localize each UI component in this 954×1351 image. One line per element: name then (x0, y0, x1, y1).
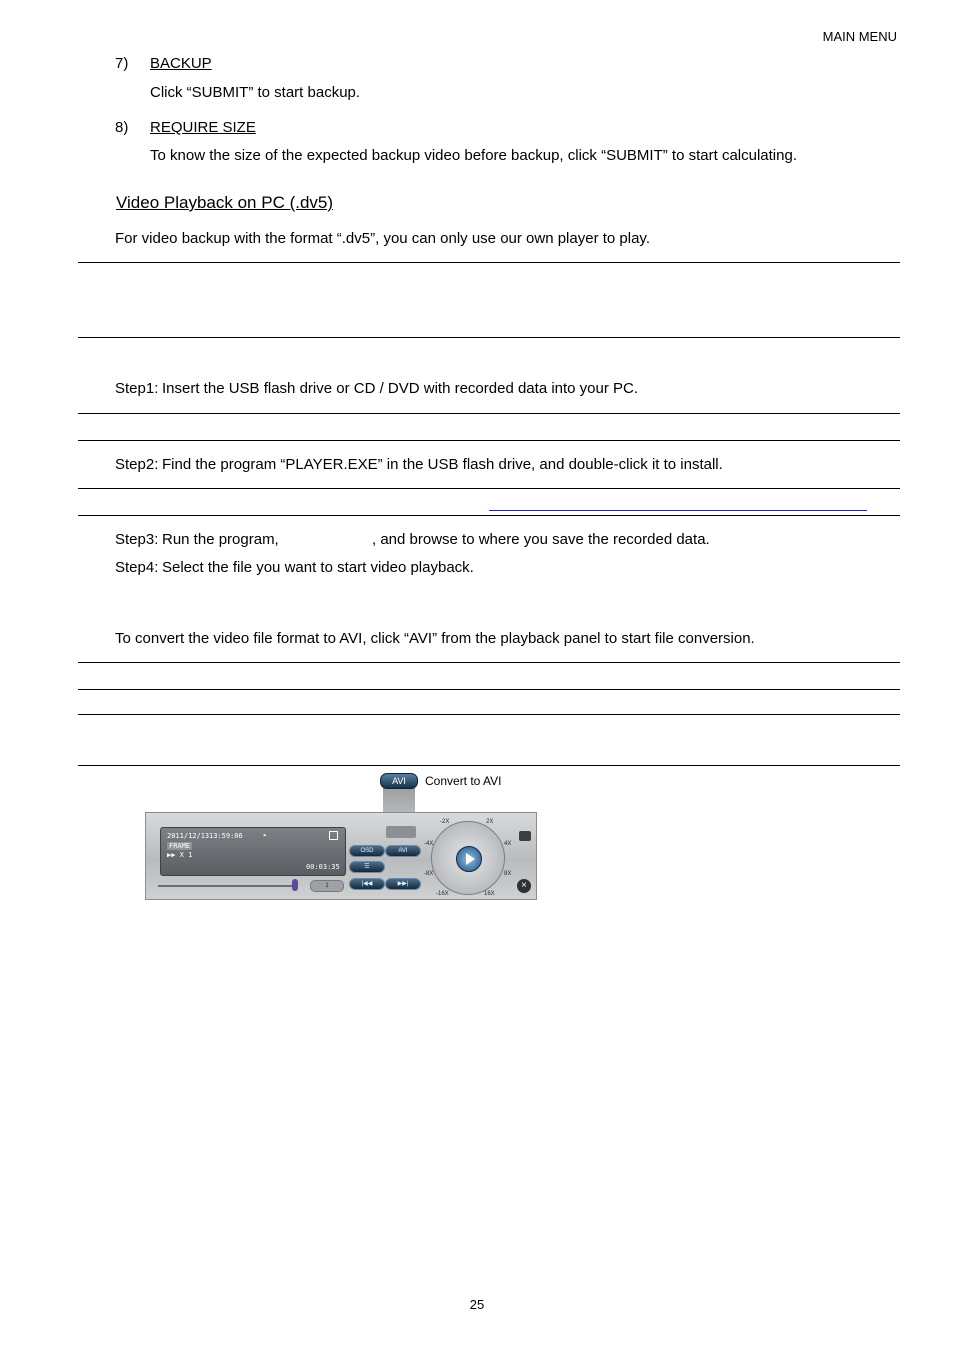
speed-label: 2X (486, 819, 494, 825)
step3-label: Step3: (115, 531, 159, 548)
speed-label: -4X (424, 841, 434, 847)
rule (78, 765, 900, 766)
speed-label: -8X (424, 871, 434, 877)
rule (78, 689, 900, 690)
page-number: 25 (469, 1297, 485, 1312)
grid-icon[interactable] (329, 831, 338, 840)
player-panel (145, 812, 537, 900)
playback-dial[interactable] (431, 821, 505, 895)
avi-button[interactable]: AVI (385, 845, 421, 857)
step4-text: Select the file you want to start video playback. (162, 559, 474, 576)
item-title-backup: BACKUP (150, 55, 212, 72)
step1-label: Step1: (115, 380, 159, 397)
speed-label: -2X (440, 819, 450, 825)
seek-bar[interactable] (158, 885, 298, 887)
previous-button[interactable]: |◀◀ (349, 878, 385, 890)
page-indicator: 1 (310, 880, 344, 892)
osd-button[interactable]: OSD (349, 845, 385, 857)
display-mode: FRAME (169, 842, 191, 850)
speed-label: 4X (504, 841, 512, 847)
speed-label: 8X (504, 871, 512, 877)
speed-label: -16X (436, 891, 449, 897)
seek-handle[interactable] (292, 879, 298, 891)
speed-label: 16X (484, 891, 495, 897)
item-body-require-size: To know the size of the expected backup video before backup, click “SUBMIT” to start calculating. (150, 147, 797, 164)
rule (78, 714, 900, 715)
rule (78, 337, 900, 338)
rule (78, 262, 900, 263)
play-icon (466, 853, 475, 865)
player-display (160, 827, 346, 876)
rule (78, 488, 900, 489)
rule (78, 662, 900, 663)
section-title: Video Playback on PC (.dv5) (116, 193, 334, 212)
step4-label: Step4: (115, 559, 159, 576)
display-duration: 00:03:35 (306, 863, 340, 871)
play-button[interactable] (456, 846, 482, 872)
item-number-backup: 7) (115, 55, 129, 72)
section-intro: For video backup with the format “.dv5”, you can only use our own player to play. (115, 230, 650, 247)
play-indicator-icon: ▸ (263, 831, 268, 839)
callout-label: Convert to AVI (425, 774, 502, 788)
convert-text: To convert the video file format to AVI, click “AVI” from the playback panel to start file conversion. (115, 630, 755, 647)
section-header: MAIN MENU (822, 29, 897, 44)
display-time: 13:59:06 (209, 832, 243, 840)
rule (78, 515, 900, 516)
link-underline (489, 510, 867, 511)
step3-text-post: , and browse to where you save the recorded data. (372, 531, 710, 548)
hdd-icon (386, 826, 416, 838)
item-title-require-size: REQUIRE SIZE (150, 119, 256, 136)
display-date: 2011/12/13 (167, 832, 210, 840)
list-button[interactable]: ☰ (349, 861, 385, 873)
next-button[interactable]: ▶▶| (385, 878, 421, 890)
rule (78, 413, 900, 414)
callout-avi-button[interactable]: AVI (380, 773, 418, 789)
step3-text-pre: Run the program, (162, 531, 279, 548)
item-body-backup: Click “SUBMIT” to start backup. (150, 84, 361, 101)
close-icon[interactable]: × (517, 879, 531, 893)
rule (78, 440, 900, 441)
display-speed: ▶▶ X 1 (167, 851, 193, 859)
step1-text: Insert the USB flash drive or CD / DVD with recorded data into your PC. (162, 380, 639, 397)
step2-text: Find the program “PLAYER.EXE” in the USB flash drive, and double-click it to install. (162, 456, 723, 473)
item-number-require-size: 8) (115, 119, 129, 136)
camera-icon[interactable] (519, 831, 531, 841)
step2-label: Step2: (115, 456, 159, 473)
